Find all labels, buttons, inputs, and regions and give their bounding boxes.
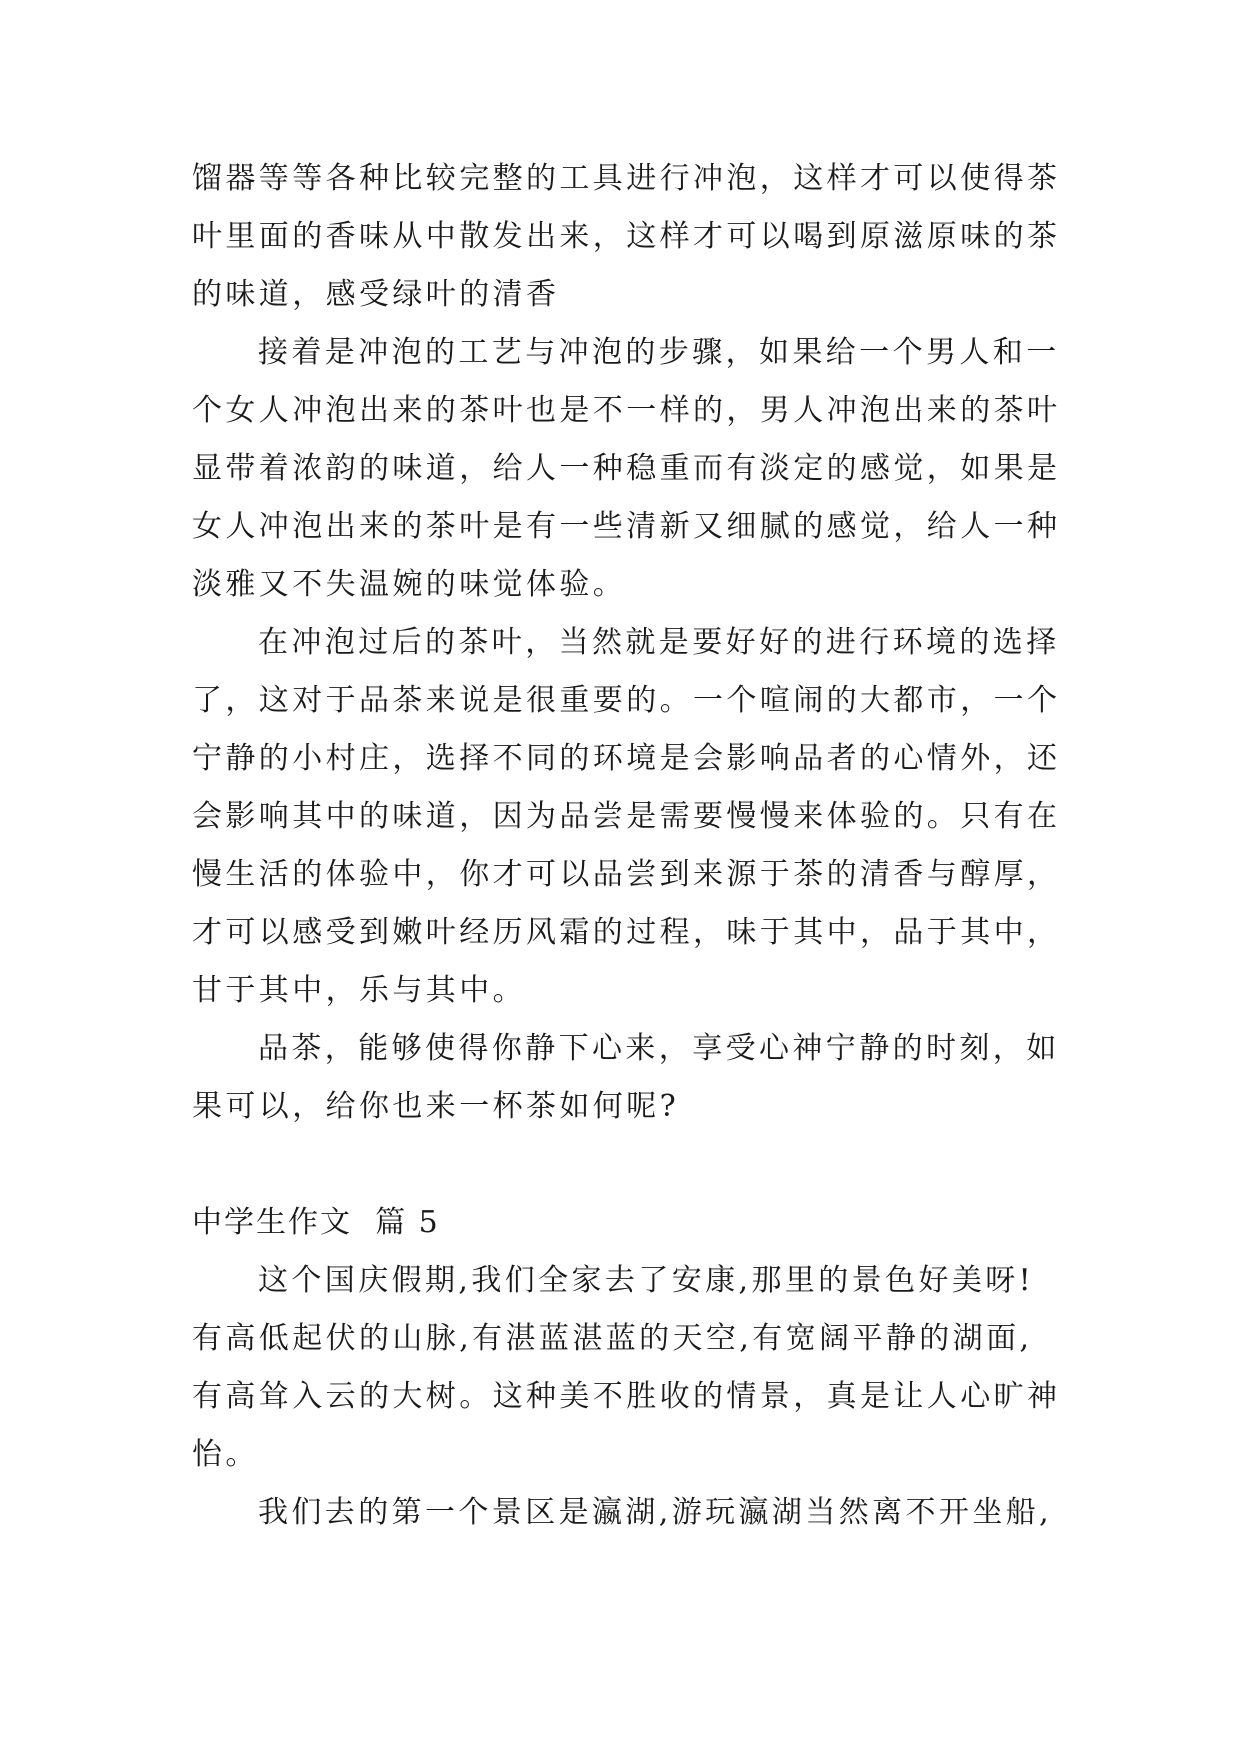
text-line: 有高低起伏的山脉,有湛蓝湛蓝的天空,有宽阔平静的湖面, <box>192 1321 1033 1356</box>
document-page <box>192 150 1072 1542</box>
text-line: 显带着浓韵的味道，给人一种稳重而有淡定的感觉，如果是 <box>192 451 1061 486</box>
text-line: 怡。 <box>192 1437 259 1472</box>
text-line: 的味道，感受绿叶的清香 <box>192 277 560 312</box>
paragraph-tea-tools <box>192 150 1072 324</box>
paragraph-yinghu <box>192 1484 1072 1542</box>
text-line: 馏器等等各种比较完整的工具进行冲泡，这样才可以使得茶 <box>192 161 1061 196</box>
paragraph-environment <box>192 614 1072 1020</box>
text-line: 才可以感受到嫩叶经历风霜的过程，味于其中，品于其中， <box>192 915 1061 950</box>
text-line: 在冲泡过后的茶叶，当然就是要好好的进行环境的选择 <box>258 625 1060 660</box>
text-line: 果可以，给你也来一杯茶如何呢? <box>192 1089 680 1124</box>
text-line: 个女人冲泡出来的茶叶也是不一样的，男人冲泡出来的茶叶 <box>192 393 1061 428</box>
paragraph-holiday <box>192 1252 1072 1484</box>
text-line: 慢生活的体验中，你才可以品尝到来源于茶的清香与醇厚， <box>192 857 1061 892</box>
text-line: 甘于其中，乐与其中。 <box>192 973 526 1008</box>
paragraph-brewing-steps <box>192 324 1072 614</box>
text-line: 了，这对于品茶来说是很重要的。一个喧闹的大都市，一个 <box>192 683 1061 718</box>
text-line: 女人冲泡出来的茶叶是有一些清新又细腻的感觉，给人一种 <box>192 509 1061 544</box>
essay-heading: 中学生作文 篇 5 <box>192 1205 440 1240</box>
text-line: 我们去的第一个景区是瀛湖,游玩瀛湖当然离不开坐船, <box>258 1495 1053 1530</box>
text-line: 这个国庆假期,我们全家去了安康,那里的景色好美呀! <box>258 1263 1035 1298</box>
text-line: 有高耸入云的大树。这种美不胜收的情景，真是让人心旷神 <box>192 1379 1061 1414</box>
text-line: 叶里面的香味从中散发出来，这样才可以喝到原滋原味的茶 <box>192 219 1061 254</box>
paragraph-conclusion <box>192 1020 1072 1136</box>
text-line: 接着是冲泡的工艺与冲泡的步骤，如果给一个男人和一 <box>258 335 1060 370</box>
text-line: 品茶，能够使得你静下心来，享受心神宁静的时刻，如 <box>258 1031 1060 1066</box>
text-line: 淡雅又不失温婉的味觉体验。 <box>192 567 627 602</box>
section-gap <box>192 1136 1072 1194</box>
text-line: 会影响其中的味道，因为品尝是需要慢慢来体验的。只有在 <box>192 799 1061 834</box>
text-line: 宁静的小村庄，选择不同的环境是会影响品者的心情外，还 <box>192 741 1061 776</box>
